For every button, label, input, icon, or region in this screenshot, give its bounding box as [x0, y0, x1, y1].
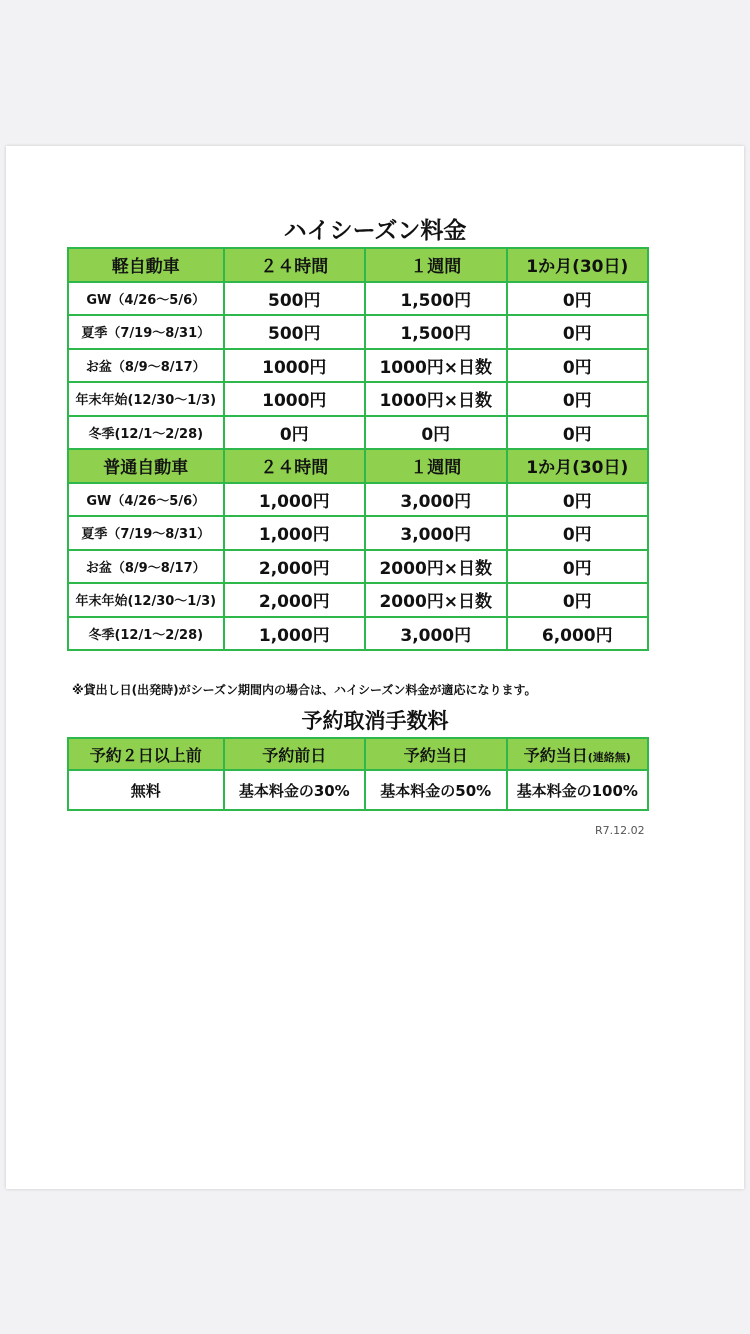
header-24h: ２４時間	[224, 449, 365, 483]
price-24h: 2,000円	[224, 583, 365, 617]
period-label: お盆（8/9〜8/17）	[68, 550, 224, 584]
table-header-row	[68, 248, 648, 282]
price-month: 0円	[507, 349, 649, 383]
high-season-title: ハイシーズン料金	[283, 218, 467, 244]
price-month: 0円	[507, 315, 649, 349]
price-24h: 0円	[224, 416, 365, 450]
table-row	[68, 382, 648, 416]
price-week: 1000円×日数	[365, 382, 506, 416]
header-no-contact-note: (連絡無)	[587, 750, 631, 764]
season-note: ※貸出し日(出発時)がシーズン期間内の場合は、ハイシーズン料金が適応になります。	[72, 683, 537, 697]
price-week: 3,000円	[365, 483, 506, 517]
header-1week: １週間	[365, 449, 506, 483]
price-week: 2000円×日数	[365, 550, 506, 584]
table-row	[68, 617, 648, 651]
table-row	[68, 483, 648, 517]
fee-same-day: 基本料金の50%	[365, 770, 506, 810]
header-1month: 1か月(30日)	[507, 248, 649, 282]
price-week: 1,500円	[365, 315, 506, 349]
table-row	[68, 349, 648, 383]
price-month: 0円	[507, 483, 649, 517]
fee-day-before: 基本料金の30%	[224, 770, 365, 810]
revision-date: R7.12.02	[595, 824, 645, 837]
price-week: 2000円×日数	[365, 583, 506, 617]
header-1week: １週間	[365, 248, 506, 282]
price-month: 0円	[507, 550, 649, 584]
price-month: 0円	[507, 416, 649, 450]
price-week: 3,000円	[365, 617, 506, 651]
price-month: 6,000円	[507, 617, 649, 651]
price-week: 1,500円	[365, 282, 506, 316]
header-day-before: 予約前日	[224, 738, 365, 770]
period-label: GW（4/26〜5/6）	[68, 483, 224, 517]
price-month: 0円	[507, 382, 649, 416]
table-row	[68, 282, 648, 316]
price-24h: 2,000円	[224, 550, 365, 584]
price-week: 0円	[365, 416, 506, 450]
period-label: 冬季(12/1〜2/28)	[68, 617, 224, 651]
price-month: 0円	[507, 516, 649, 550]
period-label: GW（4/26〜5/6）	[68, 282, 224, 316]
price-month: 0円	[507, 282, 649, 316]
price-24h: 1000円	[224, 382, 365, 416]
category-label: 普通自動車	[68, 449, 224, 483]
price-24h: 500円	[224, 315, 365, 349]
price-month: 0円	[507, 583, 649, 617]
price-week: 3,000円	[365, 516, 506, 550]
table-header-row	[68, 449, 648, 483]
price-24h: 1,000円	[224, 617, 365, 651]
period-label: 年末年始(12/30〜1/3)	[68, 382, 224, 416]
price-24h: 1000円	[224, 349, 365, 383]
table-row	[68, 770, 648, 810]
price-24h: 1,000円	[224, 483, 365, 517]
cancellation-fee-title: 予約取消手数料	[301, 709, 449, 733]
table-row	[68, 550, 648, 584]
high-season-rate-table	[67, 247, 649, 651]
table-row	[68, 416, 648, 450]
header-same-day-no-contact	[507, 738, 649, 770]
table-row	[68, 315, 648, 349]
period-label: 年末年始(12/30〜1/3)	[68, 583, 224, 617]
cancellation-fee-table	[67, 737, 649, 811]
table-row	[68, 516, 648, 550]
period-label: 冬季(12/1〜2/28)	[68, 416, 224, 450]
header-same-day: 予約当日	[365, 738, 506, 770]
category-label: 軽自動車	[68, 248, 224, 282]
header-1month: 1か月(30日)	[507, 449, 649, 483]
table-header-row	[68, 738, 648, 770]
price-24h: 1,000円	[224, 516, 365, 550]
period-label: お盆（8/9〜8/17）	[68, 349, 224, 383]
period-label: 夏季（7/19〜8/31）	[68, 315, 224, 349]
price-week: 1000円×日数	[365, 349, 506, 383]
fee-2days-before: 無料	[68, 770, 224, 810]
header-24h: ２４時間	[224, 248, 365, 282]
header-same-day-main: 予約当日	[523, 745, 588, 765]
header-2days-before: 予約２日以上前	[68, 738, 224, 770]
price-24h: 500円	[224, 282, 365, 316]
table-row	[68, 583, 648, 617]
period-label: 夏季（7/19〜8/31）	[68, 516, 224, 550]
fee-same-day-no-contact: 基本料金の100%	[507, 770, 649, 810]
